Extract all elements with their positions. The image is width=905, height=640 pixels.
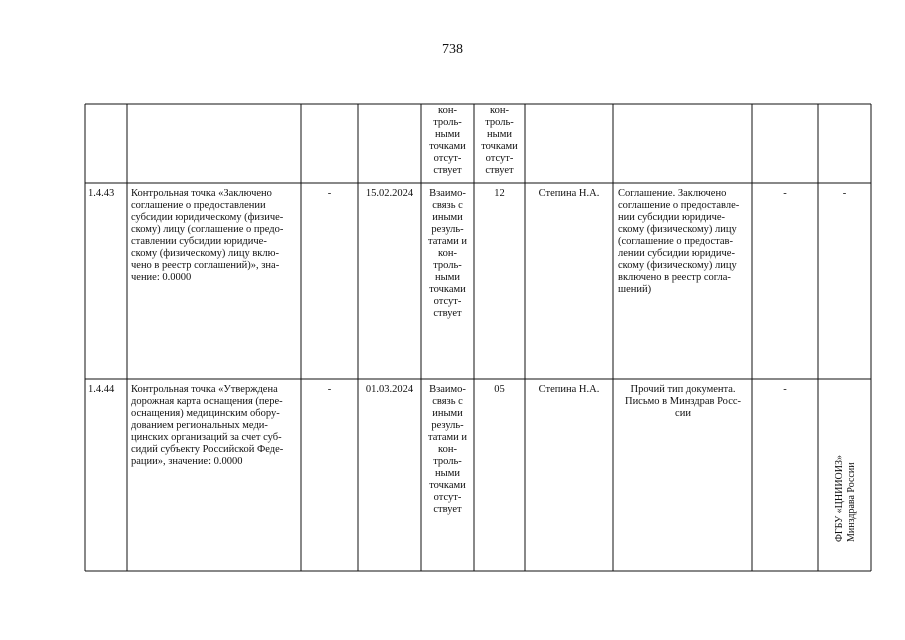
text-line: иными <box>432 408 463 419</box>
text-line: татами и <box>428 236 467 247</box>
text-line: шений) <box>618 284 652 295</box>
vertical-organization-label <box>826 442 866 542</box>
text-line: Письмо в Минздрав Росс- <box>624 396 742 407</box>
text-line: Контрольная точка «Утверждена <box>131 384 278 395</box>
text-line: скому (физическому) лицу вклю- <box>131 248 279 259</box>
text-line: ствует <box>433 308 462 319</box>
header-relation-cell <box>421 105 474 177</box>
text-line: ствует <box>433 165 462 176</box>
text-line: иными <box>432 212 463 223</box>
responsible-person: Степина Н.А. <box>538 384 600 395</box>
control-point-name <box>131 384 299 468</box>
text-line: Контрольная точка «Заключено <box>131 188 272 199</box>
document-cell <box>618 188 748 296</box>
text-line: Взаимо- <box>429 384 466 395</box>
text-line: дорожная карта оснащения (пере- <box>131 396 283 407</box>
relation-cell <box>421 384 474 516</box>
text-line: отсут- <box>433 153 462 164</box>
text-line: отсут- <box>433 296 462 307</box>
base-value: - <box>327 384 332 395</box>
text-line: цинских организаций за счет суб- <box>131 432 282 443</box>
text-line: татами и <box>428 432 467 443</box>
code-cell: 12 <box>494 188 505 199</box>
dash-cell: - <box>783 384 787 395</box>
text-line: ставлении субсидии юридиче- <box>131 236 267 247</box>
text-line: (соглашение о предостав- <box>618 236 733 247</box>
header-code-cell <box>474 105 525 177</box>
text-line: ными <box>435 272 460 283</box>
text-line: связь с <box>432 200 463 211</box>
row-number: 1.4.44 <box>88 384 115 395</box>
due-date: 15.02.2024 <box>365 188 414 199</box>
row-number: 1.4.43 <box>88 188 115 199</box>
text-line: связь с <box>432 396 463 407</box>
text-line: точками <box>481 141 518 152</box>
text-line: чение: 0.0000 <box>131 272 192 283</box>
text-line: соглашение о предоставле- <box>618 200 740 211</box>
due-date: 01.03.2024 <box>365 384 414 395</box>
text-line: резуль- <box>431 420 464 431</box>
text-line: Взаимо- <box>429 188 466 199</box>
text-line: скому (физическому) лицу <box>618 260 737 271</box>
organization-ministry: Минздрава России <box>846 462 857 542</box>
text-line: троль- <box>433 456 462 467</box>
text-line: ствует <box>485 165 514 176</box>
text-line: троль- <box>433 260 462 271</box>
text-line: кон- <box>438 444 457 455</box>
text-line: оснащения) медицинским обору- <box>131 408 280 419</box>
text-line: сии <box>675 408 691 419</box>
text-line: ствует <box>433 504 462 515</box>
relation-cell <box>421 188 474 320</box>
text-line: чено в реестр соглашений)», зна- <box>131 260 280 271</box>
text-line: лении субсидии юридиче- <box>618 248 735 259</box>
text-line: сидий субъекту Российской Феде- <box>131 444 284 455</box>
text-line: нии субсидии юридиче- <box>618 212 726 223</box>
text-line: соглашение о предоставлении <box>131 200 266 211</box>
text-line: рации», значение: 0.0000 <box>131 456 243 467</box>
code-cell: 05 <box>494 384 505 395</box>
base-value: - <box>327 188 332 199</box>
control-point-name <box>131 188 299 284</box>
dash-cell: - <box>783 188 787 199</box>
text-line: ными <box>435 129 460 140</box>
text-line: ными <box>487 129 512 140</box>
text-line: ными <box>435 468 460 479</box>
text-line: субсидии юридическому (физиче- <box>131 212 284 223</box>
text-line: Прочий тип документа. <box>630 384 736 395</box>
organization-name: ФГБУ «ЦНИИОИЗ» <box>834 455 845 542</box>
page-number: 738 <box>442 42 463 57</box>
text-line: дованием региональных меди- <box>131 420 268 431</box>
text-line: кон- <box>490 105 509 116</box>
text-line: Соглашение. Заключено <box>618 188 727 199</box>
text-line: кон- <box>438 248 457 259</box>
text-line: включено в реестр согла- <box>618 272 731 283</box>
text-line: скому (физическому) лицу <box>618 224 737 235</box>
text-line: отсут- <box>433 492 462 503</box>
dash-cell: - <box>842 188 847 199</box>
text-line: резуль- <box>431 224 464 235</box>
document-cell <box>616 384 750 420</box>
text-line: точками <box>429 141 466 152</box>
text-line: скому) лицу (соглашение о предо- <box>131 224 284 235</box>
text-line: троль- <box>433 117 462 128</box>
text-line: кон- <box>438 105 457 116</box>
responsible-person: Степина Н.А. <box>538 188 600 199</box>
text-line: троль- <box>485 117 514 128</box>
text-line: точками <box>429 480 466 491</box>
text-line: отсут- <box>485 153 514 164</box>
text-line: точками <box>429 284 466 295</box>
